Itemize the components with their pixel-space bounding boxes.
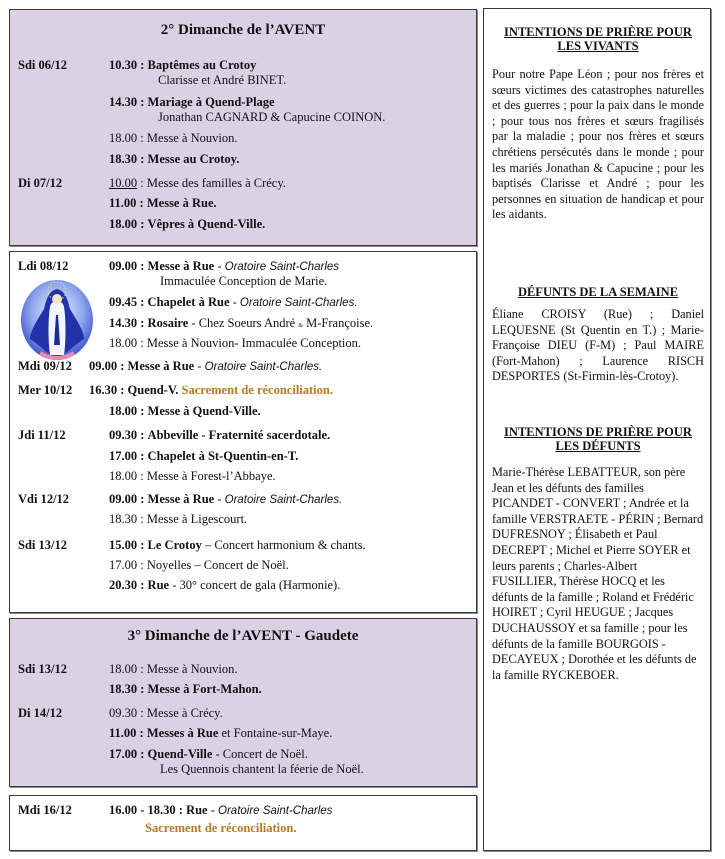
event-row: 17.00 : Quend-Ville - Concert de Noël. [109, 747, 308, 761]
event-row: 09.00 : Messe à Rue - Oratoire Saint-Charles. [109, 492, 343, 506]
event-row: 14.30 : Rosaire - Chez Soeurs André & M-Françoise. [109, 316, 374, 330]
event-row: 14.30 : Mariage à Quend-Plage [109, 95, 275, 109]
day-label: Vdi 12/12 [18, 492, 70, 506]
event-row: 11.00 : Messe à Rue. [109, 196, 217, 210]
event-row: 18.00 : Vêpres à Quend-Ville. [109, 217, 266, 231]
day-label: Sdi 13/12 [18, 662, 67, 676]
event-row: 18.30 : Messe au Crotoy. [109, 152, 240, 166]
intentions-sidebar [483, 8, 711, 851]
event-sub: Jonathan CAGNARD & Capucine COINON. [158, 110, 386, 124]
day-label: Mdi 09/12 [18, 359, 72, 373]
event-row: 20.30 : Rue - 30° concert de gala (Harmonie). [109, 578, 341, 592]
event-row: 11.00 : Messes à Rue et Fontaine-sur-Maye. [109, 726, 333, 740]
event-row: 15.00 : Le Crotoy – Concert harmonium & chants. [109, 538, 366, 552]
deceased-week-text: Éliane CROISY (Rue) ; Daniel LEQUESNE (St Quentin en T.) ; Marie-Françoise DIEU (F-M) ; Paul MAIRE (Fort-Mahon) ; Laurence RISCH DESPORTES (St-Firmin-lès-Crotoy). [492, 307, 704, 384]
event-sub: Les Quennois chantent la féerie de Noël. [160, 762, 364, 776]
week2-title: 2° Dimanche de l’AVENT [160, 22, 326, 38]
event-row: 18.00 : Messe à Quend-Ville. [109, 404, 261, 418]
event-row: 18.00 : Messe à Nouvion- Immaculée Conception. [109, 336, 362, 350]
madonna-image [20, 279, 94, 361]
event-row: 17.00 : Chapelet à St-Quentin-en-T. [109, 449, 299, 463]
event-row: 18.30 : Messe à Ligescourt. [109, 512, 248, 526]
event-row: 09.30 : Abbeville - Fraternité sacerdotale. [109, 428, 331, 442]
tuesday-section [9, 795, 477, 851]
day-label: Di 07/12 [18, 176, 63, 190]
event-sub: Clarisse et André BINET. [158, 73, 287, 87]
day-label: Di 14/12 [18, 706, 63, 720]
deceased-intentions-title: INTENTIONS DE PRIÈRE POUR LES DÉFUNTS [504, 425, 692, 453]
event-row: 09.00 : Messe à Rue - Oratoire Saint-Charles. [89, 359, 323, 373]
event-row: 10.00 : Messe des familles à Crécy. [109, 176, 286, 190]
living-intentions-title: INTENTIONS DE PRIÈRE POUR LES VIVANTS [504, 25, 692, 53]
week3-title: 3° Dimanche de l’AVENT - Gaudete [127, 628, 359, 644]
week2-section [9, 9, 477, 246]
deceased-intentions-text: Marie-Thérèse LEBATTEUR, son père Jean et les défunts des familles PICANDET - CONVERT ; Andrée et la famille VERSTRAETE - PÉRIN ; Bernard DUFRESNOY ; Élisabeth et Paul DECREPT ; Michel et Pierre SOYER et leurs parents ; Charles-Albert FUSILLIER, Thérèse HOCQ et les défunts de la famille ; Roland et Frédéric HOIRET ; Cyril HEUGUE ; Jacques DUCHAUSSOY et sa famille ; pour les défunts de la famille BOURGOIS - DECAYEUX ; Dorothée et les défunts de la famille RYCKEBOER. [492, 465, 704, 682]
deceased-week-title: DÉFUNTS DE LA SEMAINE [517, 285, 679, 299]
day-label: Mdi 16/12 [18, 803, 72, 817]
week3-section [9, 618, 477, 787]
event-row: 16.00 - 18.30 : Rue - Oratoire Saint-Charles [109, 803, 333, 817]
event-sub: Immaculée Conception de Marie. [160, 274, 328, 288]
event-row: 18.30 : Messe à Fort-Mahon. [109, 682, 262, 696]
living-intentions-text: Pour notre Pape Léon ; pour nos frères et sœurs victimes des catastrophes naturelles et des guerres ; pour la paix dans le monde ; pour tous nos frères et sœurs fragilisés par la maladie ; pour nos frères et sœurs chrétiens persécutés dans le monde ; pour les mariés Jonathan & Capucine ; pour les baptisés Clarisse et André ; pour les personnes en situation de handicap et pour les aidants. [492, 67, 704, 222]
day-label: Jdi 11/12 [18, 428, 66, 442]
day-label: Sdi 06/12 [18, 58, 67, 72]
weekdays-section [9, 251, 477, 613]
event-row: 18.00 : Messe à Nouvion. [109, 662, 238, 676]
event-sub: Sacrement de réconciliation. [145, 821, 297, 835]
event-row: 09.45 : Chapelet à Rue - Oratoire Saint-Charles. [109, 295, 358, 309]
day-label: Ldi 08/12 [18, 259, 69, 273]
day-label: Sdi 13/12 [18, 538, 67, 552]
event-row: 17.00 : Noyelles – Concert de Noël. [109, 558, 289, 572]
event-row: 18.00 : Messe à Forest-l’Abbaye. [109, 469, 276, 483]
event-row: 09.00 : Messe à Rue - Oratoire Saint-Charles [109, 259, 340, 273]
event-row: 16.30 : Quend-V. Sacrement de réconciliation. [89, 383, 333, 397]
event-row: 10.30 : Baptêmes au Crotoy [109, 58, 257, 72]
day-label: Mer 10/12 [18, 383, 73, 397]
event-row: 18.00 : Messe à Nouvion. [109, 131, 238, 145]
event-row: 09.30 : Messe à Crécy. [109, 706, 223, 720]
